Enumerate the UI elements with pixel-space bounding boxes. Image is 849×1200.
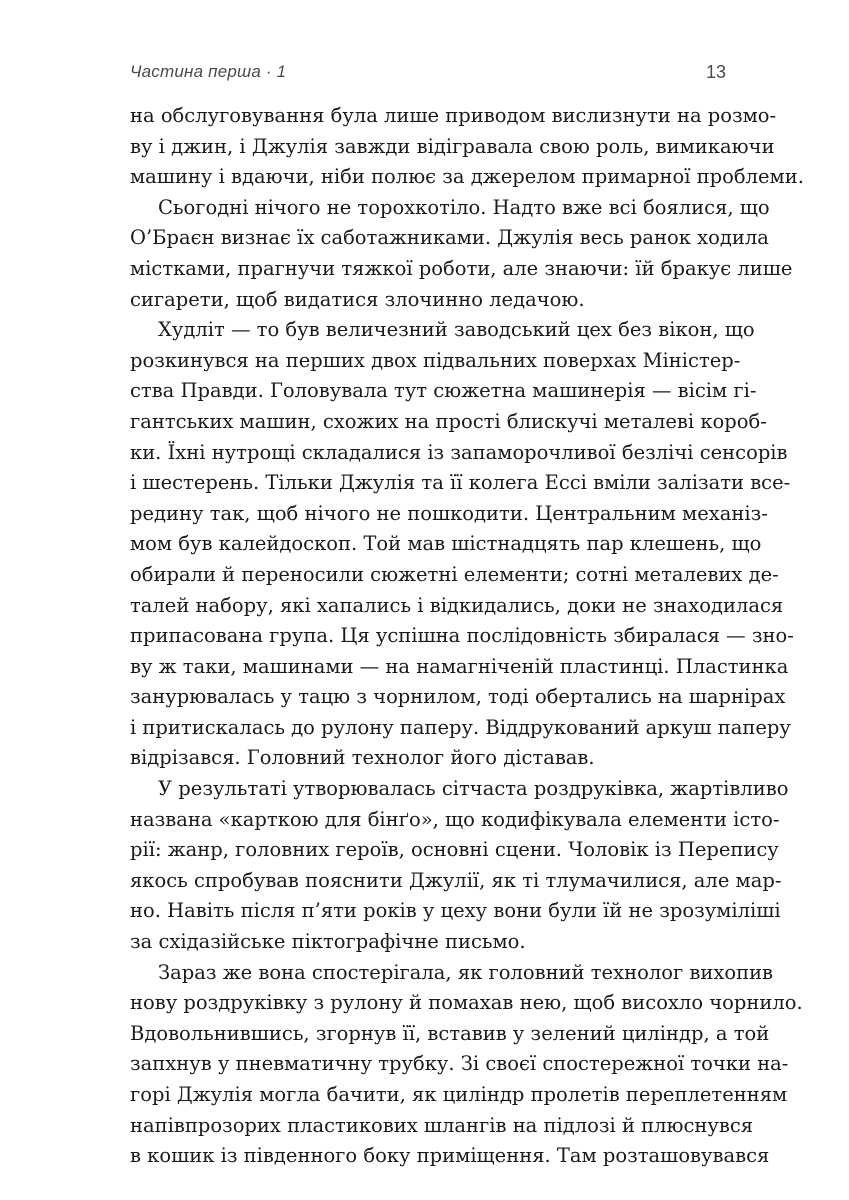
text-line: напівпрозорих пластикових шлангів на підлозі й плюснувся [130, 1113, 754, 1137]
text-line: рії: жанр, головних героїв, основні сцени. Чоловік із Перепису [130, 838, 779, 862]
text-line: нову роздруківку з рулону й помахав нею, щоб висохло чорнило. [130, 991, 803, 1015]
text-line: гантських машин, схожих на прості блискучі металеві короб- [130, 409, 767, 433]
text-line: розкинувся на перших двох підвальних поверхах Міністер- [130, 348, 741, 372]
text-line: якось спробував пояснити Джулії, як ті тлумачилися, але мар- [130, 868, 782, 892]
text-line: за східазійське піктографічне письмо. [130, 930, 526, 954]
text-line: названа «карткою для бінґо», що кодифікувала елементи істо- [130, 807, 780, 831]
text-line: ву і джин, і Джулія завжди відігравала свою роль, вимикаючи [130, 134, 775, 158]
text-line: відрізався. Головний технолог його діставав. [130, 746, 595, 770]
text-line: ки. Їхні нутрощі складалися із запаморочливої безлічі сенсорів [130, 440, 788, 464]
text-line: на обслуговування була лише приводом вислизнути на розмо- [130, 104, 777, 127]
text-line: припасована група. Ця успішна послідовність збиралася — зно- [130, 624, 794, 648]
text-line: в кошик із південного боку приміщення. Там розташовувався [130, 1144, 770, 1168]
text-line: талей набору, які хапались і відкидались, доки не знаходилася [130, 593, 784, 617]
text-line: запхнув у пневматичну трубку. Зі своєї спостережної точки на- [130, 1052, 789, 1076]
text-line: і притискалась до рулону паперу. Віддрукований аркуш паперу [130, 715, 791, 739]
text-line: мом був калейдоскоп. Той мав шістнадцять пар клешень, що [130, 532, 762, 556]
text-line: Худліт — то був величезний заводський цех без вікон, що [158, 318, 755, 342]
text-line: но. Навіть після п’яти років у цеху вони були їй не зрозуміліші [130, 899, 781, 923]
text-line: сигарети, щоб видатися злочинно ледачою. [130, 287, 585, 311]
text-line: містками, прагнучи тяжкої роботи, але знаючи: їй бракує лише [130, 256, 793, 280]
text-line: занурювалась у тацю з чорнилом, тоді обертались на шарнірах [130, 685, 786, 709]
text-line: ву ж таки, машинами — на намагніченій пластинці. Пластинка [130, 654, 789, 678]
body-text [130, 101, 804, 1172]
page-number: 13 [705, 62, 726, 82]
text-line: обирали й переносили сюжетні елементи; сотні металевих де- [130, 562, 779, 586]
text-line: машину і вдаючи, ніби полює за джерелом примарної проблеми. [130, 165, 804, 189]
text-line: редину так, щоб нічого не пошкодити. Центральним механіз- [130, 501, 768, 525]
text-line: Вдовольнившись, згорнув її, вставив у зелений циліндр, а той [130, 1021, 770, 1045]
text-line: горі Джулія могла бачити, як циліндр пролетів переплетенням [130, 1083, 788, 1106]
text-line: У результаті утворювалась сітчаста роздруківка, жартівливо [158, 777, 789, 801]
running-header [130, 62, 726, 86]
text-line: О’Браєн визнає їх саботажниками. Джулія весь ранок ходила [130, 226, 769, 250]
text-line: і шестерень. Тільки Джулія та її колега Ессі вміли залізати все- [130, 471, 791, 495]
text-line: ства Правди. Головувала тут сюжетна машинерія — вісім гі- [130, 379, 757, 403]
text-line: Зараз же вона спостерігала, як головний технолог вихопив [158, 960, 774, 984]
text-line: Сьогодні нічого не торохкотіло. Надто вже всі боялися, що [158, 195, 770, 219]
running-title: Частина перша · 1 [130, 62, 287, 81]
